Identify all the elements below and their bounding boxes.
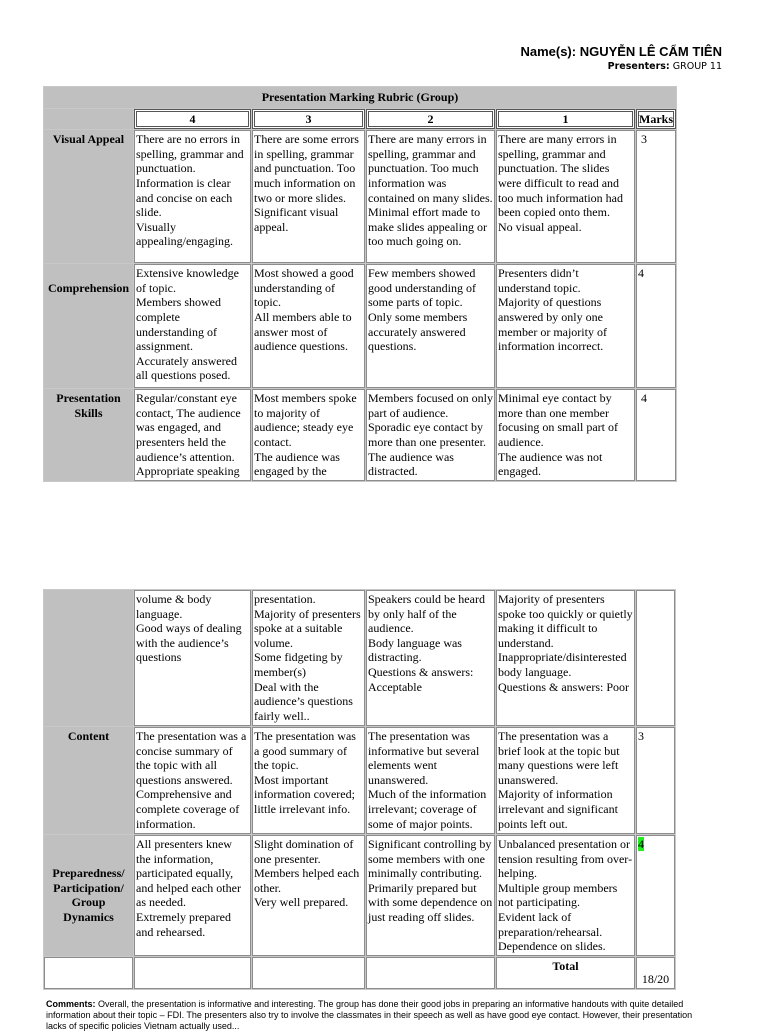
preparedness-score-3: Slight domination of one presenter. Members helped each other. Very well prepared. bbox=[252, 835, 365, 956]
criterion-presentation-skills: Presentation Skills bbox=[44, 389, 133, 481]
rubric-table-page-1 bbox=[43, 86, 677, 482]
preparedness-score-1: Unbalanced presentation or tension resulting from over-helping. Multiple group members not participating. Evident lack of preparation/rehearsal. Dependence on slides. bbox=[496, 835, 635, 956]
score-header-1: 1 bbox=[496, 109, 635, 130]
total-row-blank-4 bbox=[366, 957, 495, 989]
skills-continued-score-2: Speakers could be heard by only half of the audience. Body language was distracting. Questions & answers: Acceptable bbox=[366, 590, 495, 726]
comprehension-score-1: Presenters didn’t understand topic. Majority of questions answered by only one member or majority of information incorrect. bbox=[496, 264, 635, 388]
visual-appeal-score-3: There are some errors in spelling, grammar and punctuation. Too much information on two or more slides. Significant visual appeal. bbox=[252, 130, 365, 263]
presenters-label: Presenters: bbox=[607, 61, 670, 72]
presentation-skills-score-2: Members focused on only part of audience. Sporadic eye contact by more than one presenter. The audience was distracted. bbox=[366, 389, 495, 481]
content-score-4: The presentation was a concise summary of the topic with all questions answered. Comprehensive and complete coverage of information. bbox=[134, 727, 251, 834]
criterion-content: Content bbox=[44, 727, 133, 834]
score-header-3: 3 bbox=[252, 109, 365, 130]
total-row-blank-2 bbox=[134, 957, 251, 989]
skills-continued-score-1: Majority of presenters spoke too quickly or quietly making it difficult to understand. Inappropriate/disinterested body language. Questions & answers: Poor bbox=[496, 590, 635, 726]
total-row-blank-3 bbox=[252, 957, 365, 989]
score-header-2: 2 bbox=[366, 109, 495, 130]
content-score-3: The presentation was a good summary of the topic. Most important information covered; little irrelevant info. bbox=[252, 727, 365, 834]
header-blank-cell bbox=[44, 109, 133, 130]
content-mark: 3 bbox=[636, 727, 675, 834]
student-name: Name(s): NGUYỄN LÊ CẨM TIÊN bbox=[520, 44, 722, 59]
presentation-skills-score-4: Regular/constant eye contact, The audience was engaged, and presenters held the audience’s attention. Appropriate speaking bbox=[134, 389, 251, 481]
total-row-blank-1 bbox=[44, 957, 133, 989]
presentation-skills-mark: 4 bbox=[636, 389, 676, 481]
comprehension-mark: 4 bbox=[636, 264, 676, 388]
rubric-title: Presentation Marking Rubric (Group) bbox=[44, 87, 676, 108]
comprehension-score-2: Few members showed good understanding of some parts of topic. Only some members accurately answered questions. bbox=[366, 264, 495, 388]
total-value: 18/20 bbox=[636, 957, 675, 989]
visual-appeal-mark: 3 bbox=[636, 130, 676, 263]
criterion-comprehension: Comprehension bbox=[44, 264, 133, 388]
content-score-1: The presentation was a brief look at the topic but many questions were left unanswered. Majority of information irrelevant and significant points left out. bbox=[496, 727, 635, 834]
skills-continued-score-3: presentation. Majority of presenters spoke at a suitable volume. Some fidgeting by member(s) Deal with the audience’s questions fairly well.. bbox=[252, 590, 365, 726]
visual-appeal-score-4: There are no errors in spelling, grammar and punctuation. Information is clear and concise on each slide. Visually appealing/engaging. bbox=[134, 130, 251, 263]
comments-label: Comments: bbox=[46, 999, 96, 1009]
comprehension-score-4: Extensive knowledge of topic. Members showed complete understanding of assignment. Accurately answered all questions posed. bbox=[134, 264, 251, 388]
skills-continued-score-4: volume & body language. Good ways of dealing with the audience’s questions bbox=[134, 590, 251, 726]
presentation-skills-score-1: Minimal eye contact by more than one member focusing on small part of audience. The audience was not engaged. bbox=[496, 389, 635, 481]
comments-text: Overall, the presentation is informative and interesting. The group has done their good jobs in preparing an informative handouts with quite detailed information about their topic – FDI. The presenters also try to involve the classmates in their speech as well as have good eye contact. However, their presentation lacks of specific policies Vietnam actually used... bbox=[46, 999, 693, 1031]
presenters-line bbox=[520, 60, 722, 73]
total-label: Total bbox=[496, 957, 635, 989]
content-score-2: The presentation was informative but several elements went unanswered. Much of the information irrelevant; coverage of some of major points. bbox=[366, 727, 495, 834]
skills-continued-mark bbox=[636, 590, 675, 726]
marks-header: Marks bbox=[636, 109, 676, 130]
presenters-value: GROUP 11 bbox=[672, 61, 722, 72]
continued-criterion-blank bbox=[44, 590, 133, 726]
criterion-preparedness: Preparedness/ Participation/ Group Dynamics bbox=[44, 835, 133, 956]
visual-appeal-score-2: There are many errors in spelling, grammar and punctuation. Too much information was contained on many slides. Minimal effort made to make slides appealing or too much going on. bbox=[366, 130, 495, 263]
rubric-table-page-2 bbox=[43, 589, 676, 990]
highlighted-mark: 4 bbox=[638, 837, 644, 851]
preparedness-mark bbox=[636, 835, 675, 956]
visual-appeal-score-1: There are many errors in spelling, grammar and punctuation. The slides were difficult to read and too much information had been copied onto them. No visual appeal. bbox=[496, 130, 635, 263]
preparedness-score-4: All presenters knew the information, participated equally, and helped each other as needed. Extremely prepared and rehearsed. bbox=[134, 835, 251, 956]
preparedness-score-2: Significant controlling by some members with one minimally contributing. Primarily prepared but with some dependence on just reading off slides. bbox=[366, 835, 495, 956]
document-header bbox=[520, 44, 722, 73]
presentation-skills-score-3: Most members spoke to majority of audience; steady eye contact. The audience was engaged by the bbox=[252, 389, 365, 481]
criterion-visual-appeal: Visual Appeal bbox=[44, 130, 133, 263]
comprehension-score-3: Most showed a good understanding of topic. All members able to answer most of audience questions. bbox=[252, 264, 365, 388]
comments-section bbox=[46, 999, 708, 1032]
score-header-4: 4 bbox=[134, 109, 251, 130]
